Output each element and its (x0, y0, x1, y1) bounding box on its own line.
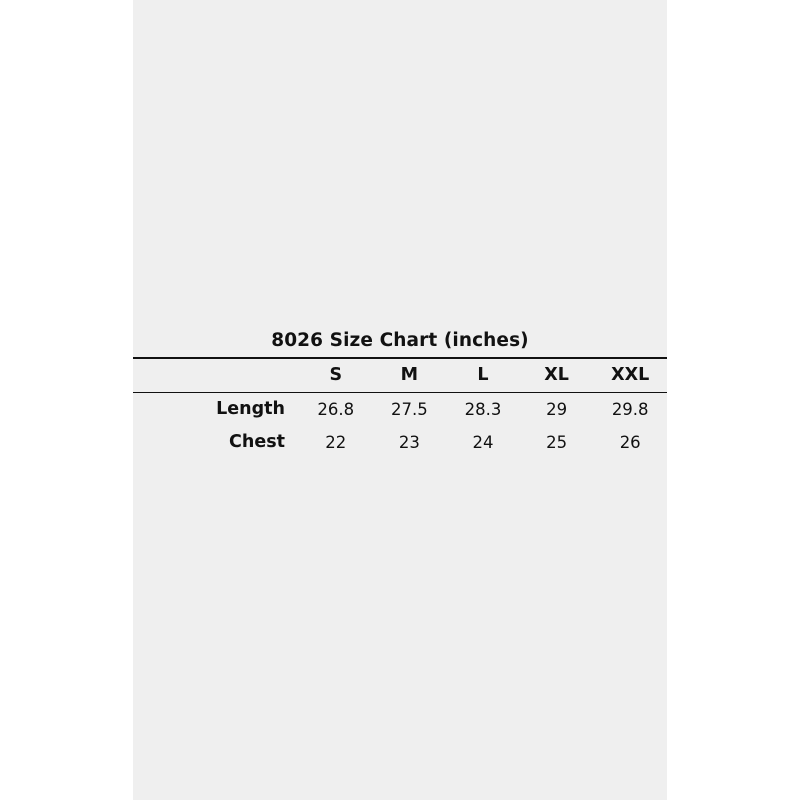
cell-length-s: 26.8 (317, 399, 355, 419)
cell-length-xxl: 29.8 (611, 399, 649, 419)
cell-length-m: 27.5 (391, 399, 428, 419)
column-header-xl: XL (520, 358, 594, 393)
column-header-m: M (373, 358, 447, 393)
cell-chest-xl: 25 (546, 432, 568, 452)
table-row (133, 426, 667, 459)
column-header-xxl: XXL (593, 358, 667, 393)
chart-title: 8026 Size Chart (inches) (271, 330, 529, 351)
row-header-length: Length (216, 399, 285, 419)
table-row (133, 393, 667, 427)
size-chart-table (133, 357, 667, 459)
cell-chest-m: 23 (398, 432, 420, 452)
cell-length-l: 28.3 (464, 399, 502, 419)
table-corner-cell (133, 358, 299, 393)
cell-chest-xxl: 26 (619, 432, 641, 452)
cell-chest-s: 22 (325, 432, 347, 452)
cell-chest-l: 24 (472, 432, 494, 452)
row-header-chest: Chest (229, 432, 285, 452)
column-header-s: S (299, 358, 373, 393)
table-header-row (133, 358, 667, 393)
cell-length-xl: 29 (546, 399, 568, 419)
size-chart-container (133, 330, 667, 459)
column-header-l: L (446, 358, 520, 393)
